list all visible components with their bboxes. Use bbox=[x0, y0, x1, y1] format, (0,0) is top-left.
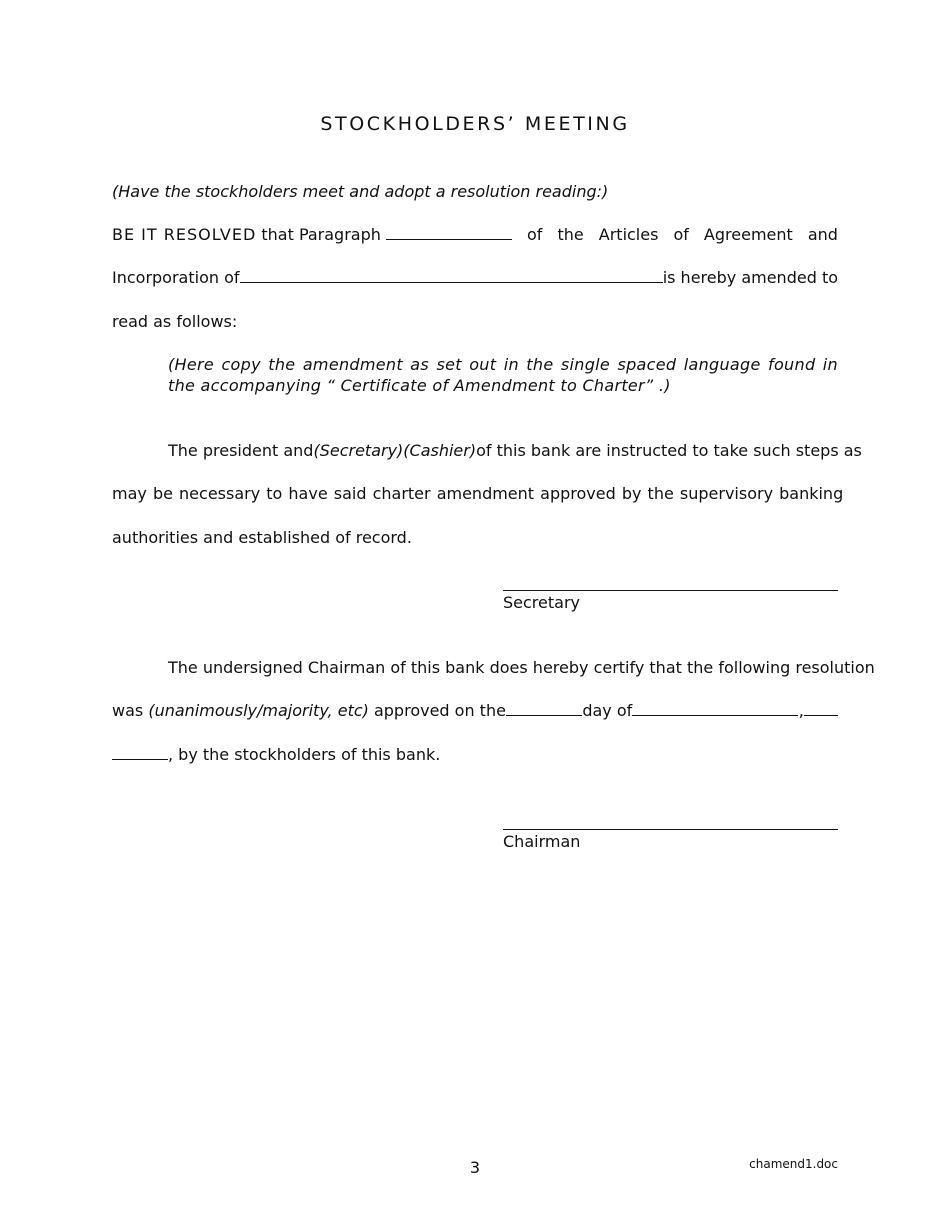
president-part1: The president and bbox=[168, 441, 314, 460]
secretary-signature-line[interactable] bbox=[503, 590, 838, 591]
resolution-word: and bbox=[807, 225, 838, 244]
comma-text: , bbox=[798, 701, 804, 720]
incorporation-of: Incorporation of bbox=[112, 268, 240, 287]
chairman-line-2 bbox=[112, 701, 838, 721]
resolution-lead bbox=[112, 225, 512, 245]
resolution-word: of bbox=[527, 225, 543, 244]
paragraph-blank[interactable] bbox=[386, 225, 512, 240]
resolution-word: Articles bbox=[598, 225, 659, 244]
chairman-label: Chairman bbox=[503, 832, 581, 851]
president-part2: of this bank are instructed to take such steps as bbox=[476, 441, 862, 460]
vote-text: (unanimously/majority, etc) bbox=[148, 701, 369, 720]
instruction-text: (Have the stockholders meet and adopt a resolution reading:) bbox=[112, 182, 609, 201]
by-stockholders: , by the stockholders of this bank. bbox=[168, 745, 441, 764]
file-name: chamend1.doc bbox=[749, 1157, 838, 1171]
be-it-resolved: BE IT RESOLVED bbox=[112, 225, 257, 244]
amendment-note: (Here copy the amendment as set out in the single spaced language found in the accompanying “ Certificate of Amendment to Charter” .) bbox=[168, 355, 838, 395]
day-of: day of bbox=[582, 701, 633, 720]
day-blank[interactable] bbox=[506, 701, 582, 716]
resolution-line-1 bbox=[112, 225, 838, 245]
was-text: was bbox=[112, 701, 144, 720]
corporation-name-blank[interactable] bbox=[240, 268, 663, 283]
page-title: STOCKHOLDERS’ MEETING bbox=[320, 113, 630, 135]
month-blank[interactable] bbox=[632, 701, 798, 716]
chairman-line-2-lead bbox=[112, 701, 506, 721]
president-line-1 bbox=[168, 441, 862, 461]
resolution-word: of bbox=[673, 225, 689, 244]
year-blank-end[interactable] bbox=[112, 745, 168, 760]
chairman-signature-line[interactable] bbox=[503, 829, 838, 830]
secretary-label: Secretary bbox=[503, 593, 580, 612]
chairman-line-1: The undersigned Chairman of this bank does hereby certify that the following resolution bbox=[168, 658, 875, 677]
officers-text: (Secretary)(Cashier) bbox=[313, 441, 477, 460]
chairman-line-3 bbox=[112, 745, 838, 765]
that-paragraph: that Paragraph bbox=[261, 225, 381, 244]
hereby-amended: is hereby amended to bbox=[662, 268, 838, 287]
read-as-follows: read as follows: bbox=[112, 312, 238, 331]
resolution-word: Agreement bbox=[703, 225, 793, 244]
resolution-line-2 bbox=[112, 268, 838, 288]
page-number: 3 bbox=[469, 1158, 481, 1177]
president-line-3: authorities and established of record. bbox=[112, 528, 412, 547]
president-line-2: may be necessary to have said charter amendment approved by the supervisory banking bbox=[112, 484, 844, 503]
year-blank-start[interactable] bbox=[804, 701, 838, 716]
resolution-word: the bbox=[557, 225, 584, 244]
approved-on-the: approved on the bbox=[373, 701, 506, 720]
